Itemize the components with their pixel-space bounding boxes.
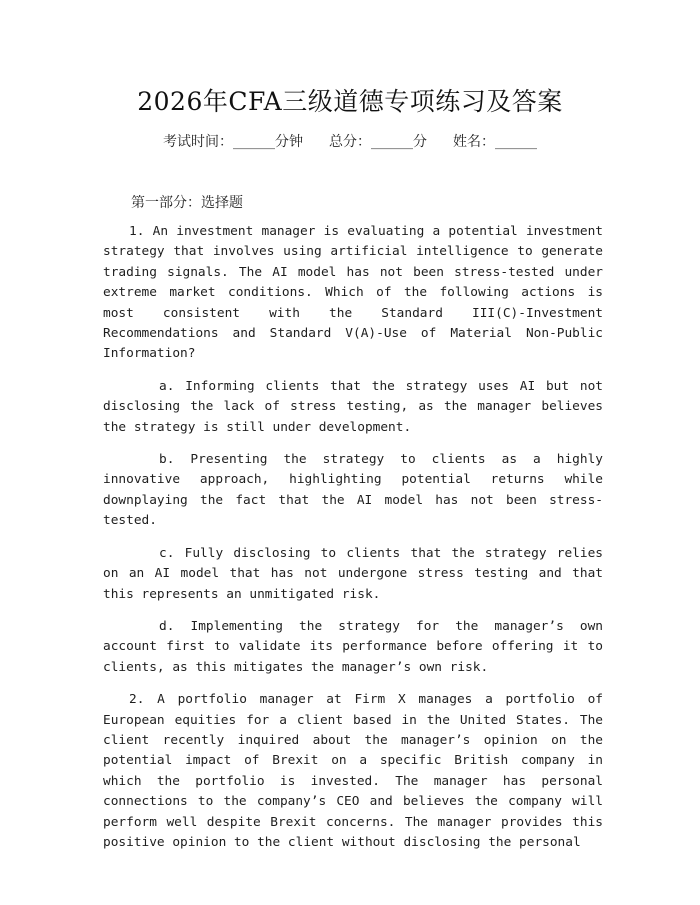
total-score-field: 总分：______分 [329,134,427,150]
name-field: 姓名：______ [453,134,537,150]
document-title: 2026年CFA三级道德专项练习及答案 [137,87,563,116]
section-title: 第一部分：选择题 [131,195,243,211]
question-2-stem: 2. A portfolio manager at Firm X manages a portfolio of European equities for a client based in the United States. The client recently inquired about the manager’s opinion on the potential impact of Brexit on a specific British company in which the portfolio is invested. The manager has personal connections to the company’s CEO and believes the company will perform well despite Brexit concerns. The manager provides this positive opinion to the client without disclosing the personal [103,692,603,850]
question-list [103,222,603,865]
question-1-stem: 1. An investment manager is evaluating a potential investment strategy that involves using artificial intelligence to generate trading signals. The AI model has not been stress-tested under extreme market conditions. Which of the following actions is most consistent with the Standard III(C)-Investment Recommendations and Standard V(A)-Use of Material Non-Public Information? [103,224,603,362]
exam-time-field: 考试时间：______分钟 [163,134,303,150]
question-1-option-b: b. Presenting the strategy to clients as a highly innovative approach, highlighting potential returns while downplaying the fact that the AI model has not been stress-tested. [103,452,603,529]
exam-info [0,131,700,151]
question-1-option-c: c. Fully disclosing to clients that the strategy relies on an AI model that has not undergone stress testing and that this represents an unmitigated risk. [103,545,603,602]
question-1-option-a: a. Informing clients that the strategy uses AI but not disclosing the lack of stress testing, as the manager believes the strategy is still under development. [103,378,603,435]
question-1-option-d: d. Implementing the strategy for the manager’s own account first to validate its performance before offering it to clients, as this mitigates the manager’s own risk. [103,618,603,675]
